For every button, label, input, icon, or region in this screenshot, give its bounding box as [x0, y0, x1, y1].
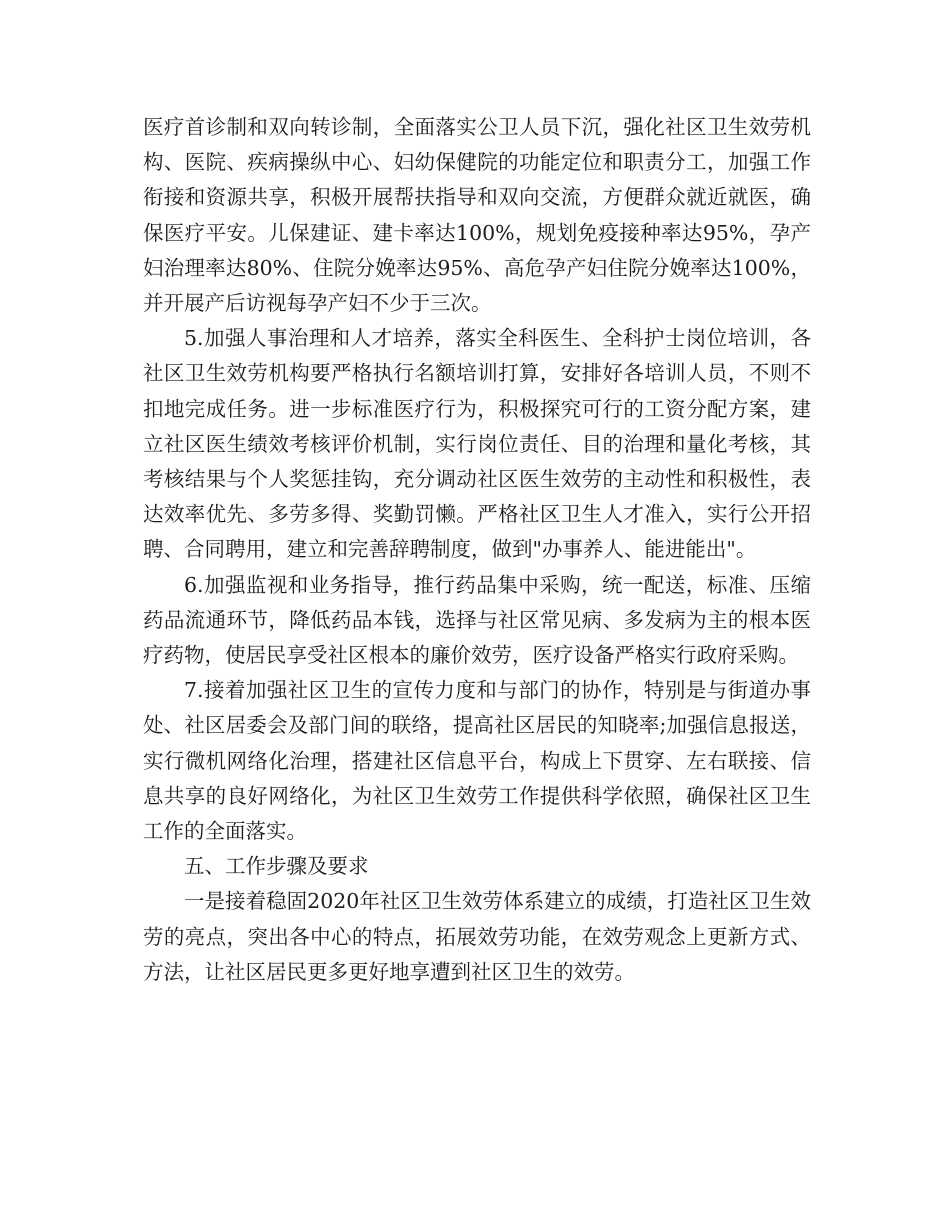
- section-heading-5: 五、工作步骤及要求: [184, 854, 369, 879]
- paragraph-item-7: 7.接着加强社区卫生的宣传力度和与部门的协作，特别是与街道办事处、社区居委会及部门间的联络，提高社区居民的知晓率;加强信息报送，实行微机网络化治理，搭建社区信息平台，构成上下贯穿、左右联接、信息共享的良好网络化，为社区卫生效劳工作提供科学依照，确保社区卫生工作的全面落实。: [143, 678, 811, 844]
- document-page: [143, 110, 811, 990]
- paragraph-continuation: 医疗首诊制和双向转诊制，全面落实公卫人员下沉，强化社区卫生效劳机构、医院、疾病操纵中心、妇幼保健院的功能定位和职责分工，加强工作衔接和资源共享，积极开展帮扶指导和双向交流，方便群众就近就医，确保医疗平安。儿保建证、建卡率达100%，规划免疫接种率达95%，孕产妇治理率达80%、住院分娩率达95%、高危孕产妇住院分娩率达100%，并开展产后访视每孕产妇不少于三次。: [143, 115, 811, 316]
- paragraph-item-6: 6.加强监视和业务指导，推行药品集中采购，统一配送，标准、压缩药品流通环节，降低药品本钱，选择与社区常见病、多发病为主的根本医疗药物，使居民享受社区根本的廉价效劳，医疗设备严格实行政府采购。: [143, 572, 811, 668]
- paragraph-item-5: 5.加强人事治理和人才培养，落实全科医生、全科护士岗位培训，各社区卫生效劳机构要严格执行名额培训打算，安排好各培训人员，不则不扣地完成任务。进一步标准医疗行为，积极探究可行的工资分配方案，建立社区医生绩效考核评价机制，实行岗位责任、目的治理和量化考核，其考核结果与个人奖惩挂钩，充分调动社区医生效劳的主动性和积极性，表达效率优先、多劳多得、奖勤罚懒。严格社区卫生人才准入，实行公开招聘、合同聘用，建立和完善辞聘制度，做到"办事养人、能进能出"。: [143, 326, 811, 562]
- paragraph-step-1: 一是接着稳固2020年社区卫生效劳体系建立的成绩，打造社区卫生效劳的亮点，突出各中心的特点，拓展效劳功能，在效劳观念上更新方式、方法，让社区居民更多更好地享遭到社区卫生的效劳。: [143, 889, 811, 984]
